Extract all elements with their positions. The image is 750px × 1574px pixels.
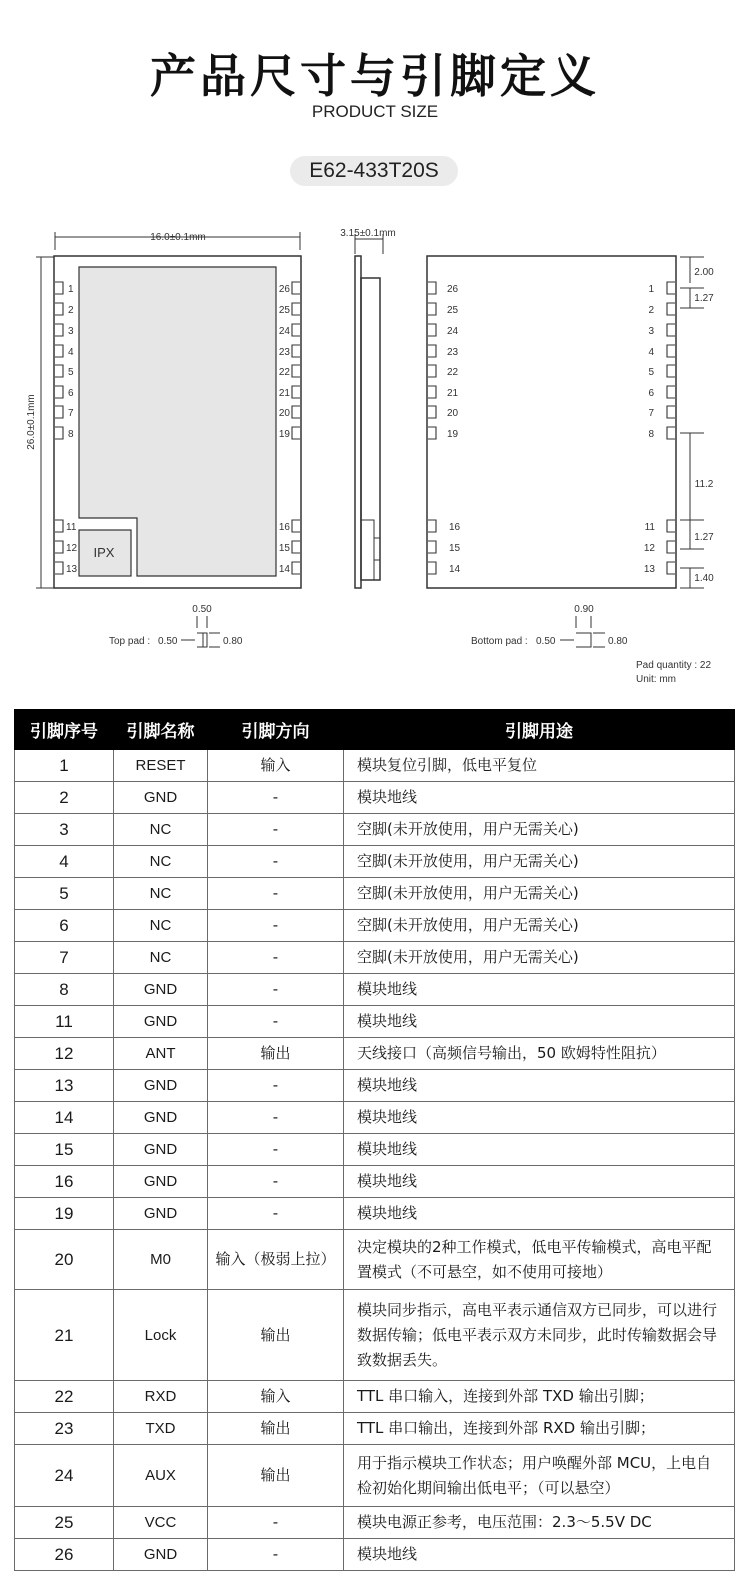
pad-number: 26 xyxy=(278,284,290,295)
pad-number: 24 xyxy=(278,326,290,337)
pin-number-cell: 8 xyxy=(15,974,114,1006)
pin-direction-cell: 输出 xyxy=(208,1290,344,1381)
pin-number-cell: 15 xyxy=(15,1134,114,1166)
header-pin-name: 引脚名称 xyxy=(114,710,208,750)
table-row xyxy=(15,942,735,974)
bottom-pad-gap: 0.90 xyxy=(574,604,594,615)
pin-usage-cell: 模块地线 xyxy=(344,782,735,814)
table-row xyxy=(15,814,735,846)
table-row xyxy=(15,1006,735,1038)
pad-number: 5 xyxy=(648,367,654,378)
table-row xyxy=(15,1198,735,1230)
pad-number: 5 xyxy=(68,367,74,378)
pad-number: 22 xyxy=(447,367,459,378)
pin-usage-cell: 空脚(未开放使用，用户无需关心) xyxy=(344,910,735,942)
pin-name-cell: NC xyxy=(114,814,208,846)
pin-direction-cell: - xyxy=(208,1134,344,1166)
pin-direction-cell: - xyxy=(208,878,344,910)
table-row xyxy=(15,1102,735,1134)
dim-1-27-top: 1.27 xyxy=(694,293,714,304)
pad xyxy=(667,324,675,336)
pad xyxy=(292,282,300,294)
pad xyxy=(428,282,436,294)
model-badge: E62-433T20S xyxy=(290,156,458,186)
pad-number: 23 xyxy=(447,347,459,358)
pad-number: 6 xyxy=(68,388,74,399)
table-row xyxy=(15,878,735,910)
pin-usage-cell: 模块复位引脚，低电平复位 xyxy=(344,750,735,782)
pad xyxy=(55,345,63,357)
pin-direction-cell: 输出 xyxy=(208,1413,344,1445)
header-pin-number: 引脚序号 xyxy=(15,710,114,750)
pin-number-cell: 7 xyxy=(15,942,114,974)
pad xyxy=(428,386,436,398)
table-row xyxy=(15,1166,735,1198)
table-row xyxy=(15,1134,735,1166)
pin-usage-cell: TTL 串口输入，连接到外部 TXD 输出引脚； xyxy=(344,1381,735,1413)
pad-number: 21 xyxy=(447,388,459,399)
pin-number-cell: 25 xyxy=(15,1507,114,1539)
table-row xyxy=(15,846,735,878)
pad xyxy=(292,541,300,553)
header-pin-direction: 引脚方向 xyxy=(208,710,344,750)
pad xyxy=(55,406,63,418)
table-header-row xyxy=(15,710,735,750)
top-pad-width: 0.50 xyxy=(158,636,178,647)
top-pad-gap: 0.50 xyxy=(192,604,212,615)
pad-number: 11 xyxy=(66,522,77,533)
pin-usage-cell: 模块地线 xyxy=(344,1539,735,1571)
pin-number-cell: 12 xyxy=(15,1038,114,1070)
pin-number-cell: 2 xyxy=(15,782,114,814)
dimension-drawing xyxy=(0,0,750,700)
pad-number: 20 xyxy=(278,408,290,419)
pin-usage-cell: 模块地线 xyxy=(344,1198,735,1230)
table-row xyxy=(15,1290,735,1381)
pin-usage-cell: 模块地线 xyxy=(344,1070,735,1102)
pad-number: 8 xyxy=(648,429,654,440)
pin-usage-cell: 空脚(未开放使用，用户无需关心) xyxy=(344,878,735,910)
pad xyxy=(428,541,436,553)
pin-number-cell: 5 xyxy=(15,878,114,910)
pin-direction-cell: - xyxy=(208,1198,344,1230)
pin-usage-cell: 空脚(未开放使用，用户无需关心) xyxy=(344,814,735,846)
pin-usage-cell: TTL 串口输出，连接到外部 RXD 输出引脚； xyxy=(344,1413,735,1445)
pad xyxy=(292,520,300,532)
pin-name-cell: TXD xyxy=(114,1413,208,1445)
pad-number: 16 xyxy=(449,522,461,533)
pad-number: 11 xyxy=(644,522,655,533)
pad-number: 15 xyxy=(278,543,290,554)
pad xyxy=(55,562,63,574)
pin-number-cell: 23 xyxy=(15,1413,114,1445)
pad xyxy=(667,303,675,315)
pad xyxy=(667,345,675,357)
table-row xyxy=(15,782,735,814)
pin-definition-table xyxy=(14,709,735,1571)
pad xyxy=(292,427,300,439)
pad xyxy=(55,427,63,439)
pin-number-cell: 20 xyxy=(15,1230,114,1290)
pin-number-cell: 24 xyxy=(15,1445,114,1507)
pad-number: 3 xyxy=(68,326,74,337)
pin-usage-cell: 模块电源正参考，电压范围：2.3～5.5V DC xyxy=(344,1507,735,1539)
bottom-pad-width: 0.50 xyxy=(536,636,556,647)
pin-name-cell: AUX xyxy=(114,1445,208,1507)
pad xyxy=(428,324,436,336)
pad xyxy=(292,345,300,357)
ipx-label: IPX xyxy=(93,545,115,560)
pad xyxy=(667,541,675,553)
pin-number-cell: 11 xyxy=(15,1006,114,1038)
pad-number: 19 xyxy=(447,429,459,440)
page-subtitle: PRODUCT SIZE xyxy=(311,102,439,121)
pad-number: 6 xyxy=(648,388,654,399)
pin-number-cell: 1 xyxy=(15,750,114,782)
page-title: 产品尺寸与引脚定义 xyxy=(150,49,600,103)
table-row xyxy=(15,1230,735,1290)
pad-number: 3 xyxy=(648,326,654,337)
pin-name-cell: GND xyxy=(114,1166,208,1198)
pad xyxy=(292,562,300,574)
pad xyxy=(667,520,675,532)
table-row xyxy=(15,1070,735,1102)
table-row xyxy=(15,1381,735,1413)
pad-number: 2 xyxy=(648,305,654,316)
pad-number: 4 xyxy=(68,347,74,358)
header-pin-usage: 引脚用途 xyxy=(344,710,735,750)
pin-usage-cell: 模块同步指示，高电平表示通信双方已同步，可以进行数据传输；低电平表示双方未同步，此时传输数据会导致数据丢失。 xyxy=(344,1290,735,1381)
pad xyxy=(667,282,675,294)
pad-number: 19 xyxy=(278,429,290,440)
pad-number: 2 xyxy=(68,305,74,316)
pad-number: 20 xyxy=(447,408,459,419)
pin-usage-cell: 决定模块的2种工作模式，低电平传输模式，高电平配置模式（不可悬空，如不使用可接地） xyxy=(344,1230,735,1290)
pin-name-cell: Lock xyxy=(114,1290,208,1381)
pad-number: 25 xyxy=(278,305,290,316)
pad-number: 22 xyxy=(278,367,290,378)
pin-direction-cell: - xyxy=(208,1102,344,1134)
pin-name-cell: GND xyxy=(114,974,208,1006)
pin-name-cell: GND xyxy=(114,1134,208,1166)
pad-number: 25 xyxy=(447,305,459,316)
pin-name-cell: NC xyxy=(114,878,208,910)
pad xyxy=(55,365,63,377)
pad xyxy=(55,282,63,294)
pin-number-cell: 26 xyxy=(15,1539,114,1571)
pin-name-cell: GND xyxy=(114,1102,208,1134)
dim-2-00: 2.00 xyxy=(694,267,714,278)
pad xyxy=(292,303,300,315)
pin-direction-cell: - xyxy=(208,1006,344,1038)
pad xyxy=(667,427,675,439)
pad xyxy=(55,303,63,315)
pad xyxy=(292,386,300,398)
pin-number-cell: 3 xyxy=(15,814,114,846)
pad-number: 23 xyxy=(278,347,290,358)
pin-number-cell: 19 xyxy=(15,1198,114,1230)
pin-number-cell: 16 xyxy=(15,1166,114,1198)
pad-number: 7 xyxy=(68,408,74,419)
pad xyxy=(428,406,436,418)
pad-number: 16 xyxy=(278,522,290,533)
pad-number: 14 xyxy=(278,564,290,575)
pin-usage-cell: 模块地线 xyxy=(344,974,735,1006)
unit-label: Unit: mm xyxy=(636,674,676,685)
pad-number: 26 xyxy=(447,284,459,295)
pin-usage-cell: 模块地线 xyxy=(344,1134,735,1166)
pin-number-cell: 4 xyxy=(15,846,114,878)
pin-name-cell: M0 xyxy=(114,1230,208,1290)
table-row xyxy=(15,1445,735,1507)
pad xyxy=(428,303,436,315)
pad xyxy=(55,541,63,553)
pad xyxy=(428,365,436,377)
pin-usage-cell: 空脚(未开放使用，用户无需关心) xyxy=(344,846,735,878)
pad-number: 12 xyxy=(66,543,78,554)
pad-number: 1 xyxy=(648,284,654,295)
pin-direction-cell: - xyxy=(208,814,344,846)
bottom-pad-label: Bottom pad : xyxy=(471,636,528,647)
table-row xyxy=(15,1539,735,1571)
pad xyxy=(428,427,436,439)
pin-direction-cell: - xyxy=(208,910,344,942)
pin-direction-cell: - xyxy=(208,782,344,814)
pad-number: 15 xyxy=(449,543,461,554)
width-dimension: 16.0±0.1mm xyxy=(150,232,206,243)
dim-1-27-bottom: 1.27 xyxy=(694,532,714,543)
pin-name-cell: NC xyxy=(114,846,208,878)
pad-number: 13 xyxy=(66,564,78,575)
pin-number-cell: 22 xyxy=(15,1381,114,1413)
pin-name-cell: RXD xyxy=(114,1381,208,1413)
pin-direction-cell: 输出 xyxy=(208,1038,344,1070)
pin-name-cell: ANT xyxy=(114,1038,208,1070)
pin-usage-cell: 天线接口（高频信号输出，50 欧姆特性阻抗） xyxy=(344,1038,735,1070)
pad-number: 4 xyxy=(648,347,654,358)
pad xyxy=(55,386,63,398)
pin-name-cell: NC xyxy=(114,910,208,942)
pin-number-cell: 14 xyxy=(15,1102,114,1134)
dim-1-40: 1.40 xyxy=(694,573,714,584)
pin-direction-cell: - xyxy=(208,942,344,974)
pad xyxy=(428,520,436,532)
pad xyxy=(428,345,436,357)
pad xyxy=(667,406,675,418)
pin-usage-cell: 模块地线 xyxy=(344,1102,735,1134)
pin-number-cell: 21 xyxy=(15,1290,114,1381)
pin-direction-cell: - xyxy=(208,1539,344,1571)
pin-number-cell: 13 xyxy=(15,1070,114,1102)
pad xyxy=(292,406,300,418)
pin-name-cell: VCC xyxy=(114,1507,208,1539)
pad-number: 12 xyxy=(643,543,655,554)
pad xyxy=(292,365,300,377)
table-row xyxy=(15,1507,735,1539)
pad-number: 8 xyxy=(68,429,74,440)
pin-direction-cell: - xyxy=(208,1070,344,1102)
pin-name-cell: GND xyxy=(114,1006,208,1038)
pin-direction-cell: 输入（极弱上拉） xyxy=(208,1230,344,1290)
pin-direction-cell: - xyxy=(208,974,344,1006)
pad-number: 14 xyxy=(449,564,461,575)
pad xyxy=(428,562,436,574)
pad-number: 7 xyxy=(648,408,654,419)
pin-name-cell: GND xyxy=(114,1070,208,1102)
table-row xyxy=(15,910,735,942)
pin-direction-cell: - xyxy=(208,846,344,878)
top-pad-height: 0.80 xyxy=(223,636,243,647)
pad xyxy=(292,324,300,336)
pin-table-body xyxy=(15,750,735,1571)
dim-11-2: 11.2 xyxy=(694,479,714,490)
pad xyxy=(667,365,675,377)
pad-number: 21 xyxy=(278,388,290,399)
pin-direction-cell: 输出 xyxy=(208,1445,344,1507)
pad-number: 13 xyxy=(643,564,655,575)
bottom-pad-height: 0.80 xyxy=(608,636,628,647)
height-dimension: 26.0±0.1mm xyxy=(26,394,37,450)
pin-usage-cell: 模块地线 xyxy=(344,1006,735,1038)
pad-number: 24 xyxy=(447,326,459,337)
table-row xyxy=(15,974,735,1006)
pin-number-cell: 6 xyxy=(15,910,114,942)
thickness-dimension: 3.15±0.1mm xyxy=(340,228,396,239)
pin-name-cell: NC xyxy=(114,942,208,974)
pad-number: 1 xyxy=(68,284,74,295)
pin-direction-cell: - xyxy=(208,1166,344,1198)
pad xyxy=(667,562,675,574)
pin-direction-cell: 输入 xyxy=(208,750,344,782)
pin-usage-cell: 空脚(未开放使用，用户无需关心) xyxy=(344,942,735,974)
table-row xyxy=(15,1038,735,1070)
pad xyxy=(55,520,63,532)
pin-direction-cell: - xyxy=(208,1507,344,1539)
pin-name-cell: GND xyxy=(114,1198,208,1230)
pad xyxy=(55,324,63,336)
top-pad-label: Top pad : xyxy=(109,636,151,647)
pin-name-cell: GND xyxy=(114,1539,208,1571)
pin-name-cell: RESET xyxy=(114,750,208,782)
pad-quantity: Pad quantity : 22 xyxy=(636,660,712,671)
table-row xyxy=(15,750,735,782)
pin-direction-cell: 输入 xyxy=(208,1381,344,1413)
pin-name-cell: GND xyxy=(114,782,208,814)
pin-usage-cell: 模块地线 xyxy=(344,1166,735,1198)
pad xyxy=(667,386,675,398)
pin-usage-cell: 用于指示模块工作状态；用户唤醒外部 MCU，上电自检初始化期间输出低电平；（可以悬空） xyxy=(344,1445,735,1507)
table-row xyxy=(15,1413,735,1445)
